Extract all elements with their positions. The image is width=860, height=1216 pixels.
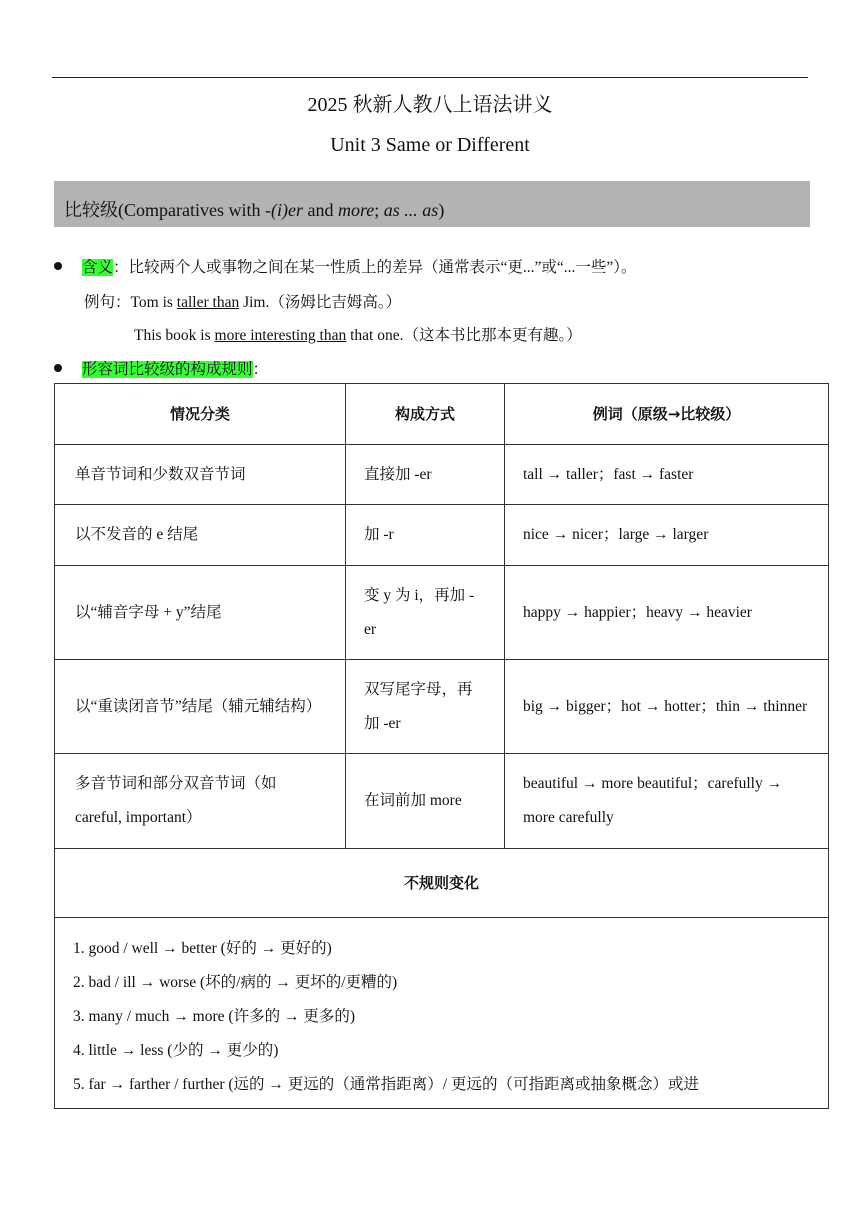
example-2 — [134, 323, 582, 345]
rules-label: 形容词比较级的构成规则 — [82, 361, 253, 378]
table-cell: 在词前加 more — [346, 754, 505, 849]
irregular-list-row — [55, 918, 829, 1109]
example-label: 例句： — [84, 294, 131, 311]
table-cell: 以“重读闭音节”结尾（辅元辅结构） — [55, 660, 346, 754]
meaning-line — [82, 255, 637, 277]
irregular-title-row — [55, 849, 829, 918]
comparative-rules-table — [54, 383, 829, 1109]
banner-ier: (i)er — [270, 200, 303, 220]
table-row — [55, 505, 829, 566]
list-item: 4. little → less (少的 → 更少的) — [73, 1042, 279, 1059]
header-examples: 例词（原级→比较级） — [505, 384, 829, 445]
unit-subtitle: Unit 3 Same or Different — [330, 134, 530, 156]
example-1-pre: Tom is — [130, 294, 177, 311]
table-cell: 以不发音的 e 结尾 — [55, 505, 346, 566]
example-1-underlined: taller than — [176, 294, 240, 311]
table-row — [55, 566, 829, 660]
page-title: 2025 秋新人教八上语法讲义 — [307, 94, 553, 116]
irregular-title: 不规则变化 — [55, 849, 829, 918]
banner-more: more — [337, 200, 375, 220]
header-category: 情况分类 — [55, 384, 346, 445]
table-cell: 单音节词和少数双音节词 — [55, 445, 346, 505]
list-item: 5. far → farther / further (远的 → 更远的（通常指距离）/ 更远的（可指距离或抽象概念）或进 — [73, 1076, 699, 1093]
table-row — [55, 754, 829, 849]
header-method: 构成方式 — [346, 384, 505, 445]
rules-heading — [82, 357, 268, 379]
table-cell: big → bigger；hot → hotter；thin → thinner — [505, 660, 829, 754]
example-2-underlined: more interesting than — [214, 327, 347, 344]
table-cell: 直接加 -er — [346, 445, 505, 505]
irregular-list — [55, 918, 829, 1109]
banner-and: and — [302, 200, 338, 220]
banner-as: as ... as — [383, 200, 439, 220]
example-2-post: that one.（这本书比那本更有趣。） — [346, 327, 582, 344]
table-cell: 多音节词和部分双音节词（如 careful, important） — [55, 754, 346, 849]
example-1 — [84, 290, 401, 312]
meaning-label: 含义 — [82, 259, 114, 276]
list-item: 2. bad / ill → worse (坏的/病的 → 更坏的/更糟的) — [73, 974, 398, 991]
list-item: 1. good / well → better (好的 → 更好的) — [73, 940, 332, 957]
rules-colon: ： — [252, 361, 269, 378]
section-banner — [54, 181, 810, 227]
list-item: 3. many / much → more (许多的 → 更多的) — [73, 1008, 355, 1025]
table-row — [55, 660, 829, 754]
table-cell: 双写尾字母，再加 -er — [346, 660, 505, 754]
table-cell: 变 y 为 i，再加 -er — [346, 566, 505, 660]
bullet-icon — [54, 364, 62, 372]
table-cell: tall → taller；fast → faster — [505, 445, 829, 505]
table-cell: nice → nicer；large → larger — [505, 505, 829, 566]
banner-close: ) — [438, 200, 445, 220]
table-cell: beautiful → more beautiful；carefully → more carefully — [505, 754, 829, 849]
header-rule — [52, 77, 808, 78]
banner-semi: ; — [374, 200, 384, 220]
banner-prefix: 比较级(Comparatives with - — [64, 200, 271, 220]
table-cell: 以“辅音字母 + y”结尾 — [55, 566, 346, 660]
example-1-post: Jim.（汤姆比吉姆高。） — [239, 294, 402, 311]
table-row — [55, 445, 829, 505]
table-cell: 加 -r — [346, 505, 505, 566]
table-header-row — [55, 384, 829, 445]
example-2-pre: This book is — [134, 327, 215, 344]
table-cell: happy → happier；heavy → heavier — [505, 566, 829, 660]
bullet-icon — [54, 262, 62, 270]
meaning-text: ：比较两个人或事物之间在某一性质上的差异（通常表示“更...”或“...一些”）。 — [113, 259, 637, 276]
